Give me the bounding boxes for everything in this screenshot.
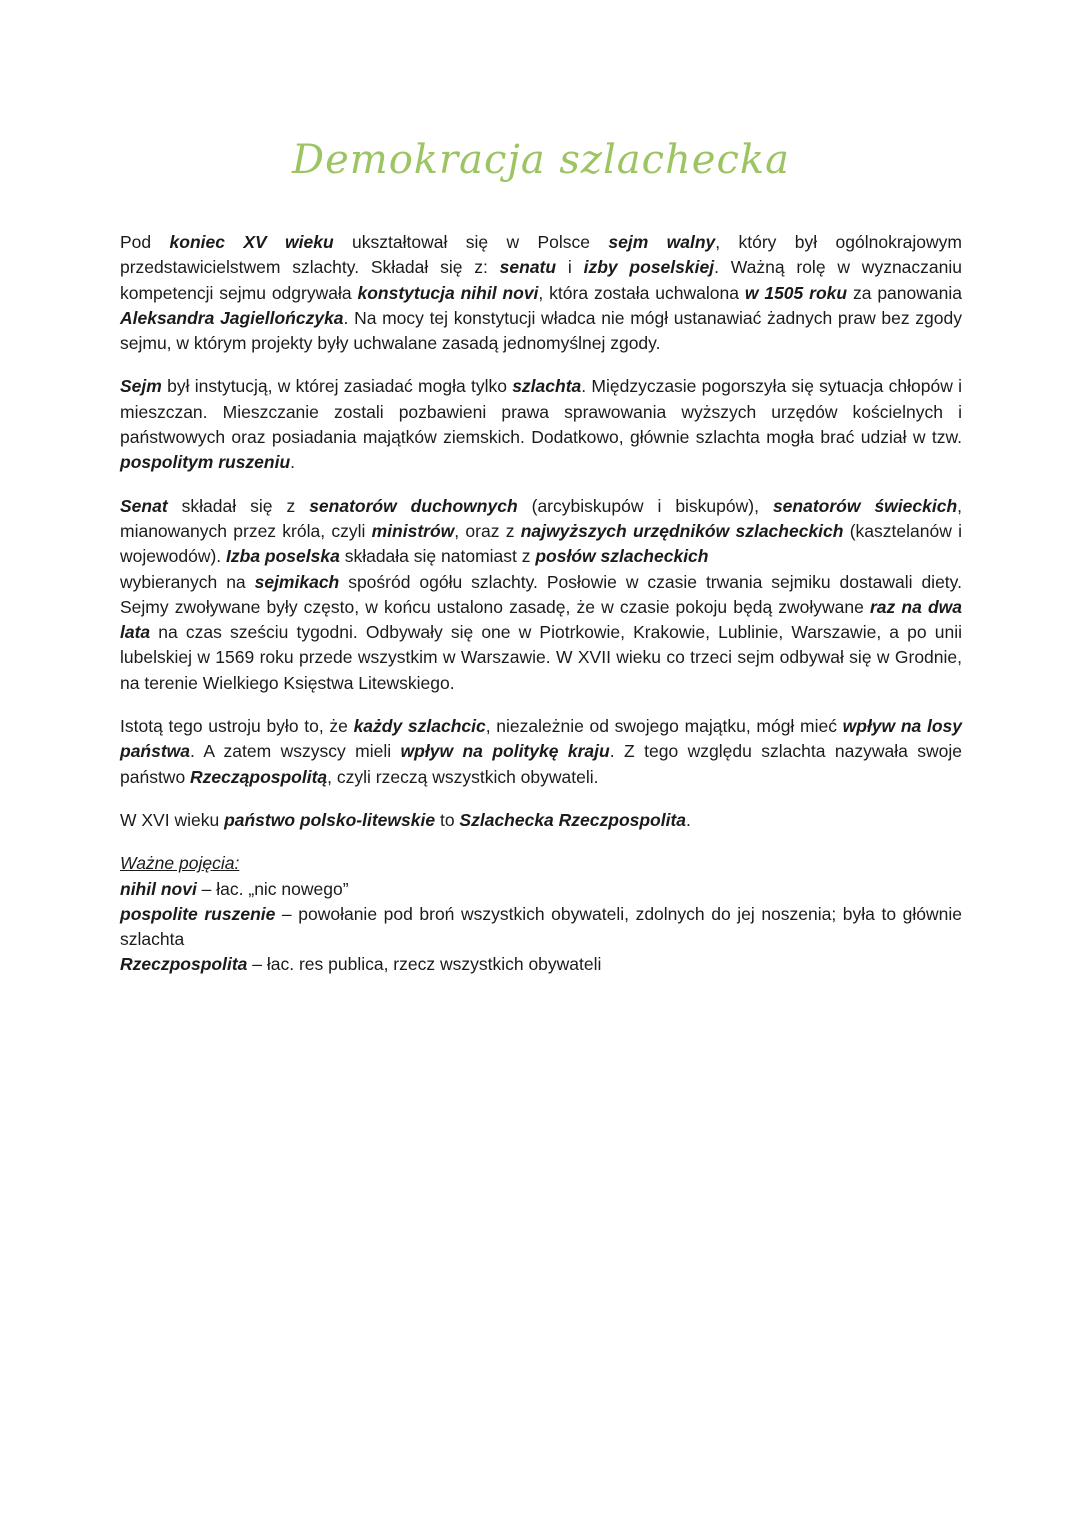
text-segment: . A zatem wszyscy mieli bbox=[190, 741, 401, 762]
text-segment: ukształtował się w Polsce bbox=[333, 232, 609, 252]
text-segment: szlachta bbox=[512, 376, 582, 397]
text-segment: . Na mocy tej konstytucji władca nie mógł ustanawiać żadnych praw bez zgody sejmu, w którym projekty były uchwalane zasadą jednomyślnej zgody. bbox=[120, 307, 962, 354]
text-segment: , oraz z bbox=[454, 520, 521, 541]
text-segment: . bbox=[686, 809, 691, 830]
glossary-entry-pospolite-ruszenie bbox=[120, 902, 962, 953]
text-segment: sejm walny bbox=[608, 232, 716, 252]
text-segment: , który był ogólnokrajowym przedstawicielstwem szlachty. Składał się z: bbox=[120, 232, 962, 278]
text-segment: . bbox=[290, 452, 296, 473]
text-segment: pospolitym ruszeniu bbox=[120, 452, 291, 473]
text-segment: , czyli rzeczą wszystkich obywateli. bbox=[327, 766, 599, 787]
text-segment: państwo polsko-litewskie bbox=[224, 809, 436, 830]
text-segment: i bbox=[556, 257, 584, 278]
text-segment: – powołanie pod broń wszystkich obywateli, zdolnych do jej noszenia; była to głównie szlachta bbox=[120, 903, 962, 950]
text-segment: to bbox=[435, 809, 460, 830]
text-segment: składała się natomiast z bbox=[339, 546, 536, 567]
text-segment: wybieranych na bbox=[120, 571, 255, 592]
text-segment: , niezależnie od swojego majątku, mógł mieć bbox=[485, 716, 843, 737]
glossary-entry-rzeczpospolita bbox=[120, 952, 962, 977]
paragraph-intro bbox=[120, 230, 962, 356]
text-segment: w 1505 roku bbox=[744, 282, 848, 303]
glossary-section bbox=[120, 851, 962, 977]
text-segment: spośród ogółu szlachty. Posłowie w czasie trwania sejmiku dostawali diety. Sejmy zwoływane były często, w końcu ustalono zasadę, że w czasie pokoju będą zwoływane bbox=[120, 571, 962, 617]
paragraph-istota bbox=[120, 714, 962, 790]
text-segment: posłów szlacheckich bbox=[535, 546, 709, 567]
text-segment: W XVI wieku bbox=[120, 809, 225, 830]
text-segment: senatorów świeckich bbox=[772, 495, 958, 516]
text-segment: Rzeczpospolita bbox=[120, 954, 248, 975]
paragraph-xvi-wiek bbox=[120, 808, 962, 833]
text-segment: . Z tego względu szlachta nazywała swoje państwo bbox=[120, 741, 962, 787]
text-segment: senatu bbox=[499, 257, 557, 278]
text-segment: (arcybiskupów i biskupów), bbox=[517, 495, 773, 516]
text-segment: konstytucja nihil novi bbox=[357, 282, 539, 303]
document-title: Demokracja szlachecka bbox=[292, 137, 790, 183]
text-segment: sejmikach bbox=[254, 571, 340, 592]
text-segment: , która została uchwalona bbox=[538, 282, 745, 303]
text-segment: . Ważną rolę w wyznaczaniu kompetencji sejmu odgrywała bbox=[120, 257, 962, 303]
text-segment: ministrów bbox=[371, 520, 455, 541]
text-segment: Aleksandra Jagiellończyka bbox=[120, 307, 344, 328]
text-segment: (kasztelanów i wojewodów). bbox=[120, 520, 962, 567]
text-segment: nihil novi bbox=[120, 878, 197, 899]
text-segment: senatorów duchownych bbox=[309, 495, 518, 516]
text-segment: Ważne pojęcia: bbox=[120, 853, 240, 874]
text-segment: Pod bbox=[120, 232, 170, 252]
text-segment: Sejm bbox=[120, 376, 162, 397]
text-segment: wpływ na politykę kraju bbox=[400, 741, 610, 762]
paragraph-senat bbox=[120, 494, 962, 696]
text-segment: Senat bbox=[120, 495, 168, 516]
text-segment: na czas sześciu tygodni. Odbywały się one w Piotrkowie, Krakowie, Lublinie, Warszawie, a po unii lubelskiej w 1569 roku przede wszystkim w Warszawie. W XVII wieku co trzeci sejm odbywał się w Grodnie, na terenie Wielkiego Księstwa Litewskiego. bbox=[120, 622, 962, 693]
text-segment: Istotą tego ustroju było to, że bbox=[120, 716, 354, 737]
text-segment: Izba poselska bbox=[226, 546, 340, 567]
text-segment: każdy szlachcic bbox=[353, 716, 486, 737]
text-segment: – łac. „nic nowego” bbox=[196, 878, 349, 899]
text-segment: , mianowanych przez króla, czyli bbox=[120, 495, 963, 541]
text-segment: za panowania bbox=[847, 282, 962, 303]
text-segment: raz na dwa lata bbox=[120, 596, 962, 643]
text-segment: był instytucją, w której zasiadać mogła tylko bbox=[161, 376, 513, 397]
text-segment: . Międzyczasie pogorszyła się sytuacja chłopów i mieszczan. Mieszczanie zostali pozbawieni prawa sprawowania wyższych urzędów kościelnych i państwowych oraz posiadania majątków ziemskich. Dodatkowo, głównie szlachta mogła brać udział w tzw. bbox=[120, 376, 962, 448]
text-segment: Szlachecka Rzeczpospolita bbox=[459, 809, 687, 830]
text-segment: najwyższych urzędników szlacheckich bbox=[520, 520, 844, 541]
glossary-heading bbox=[120, 851, 962, 876]
paragraph-sejm bbox=[120, 374, 962, 475]
glossary-entry-nihil-novi bbox=[120, 877, 962, 902]
text-segment: wpływ na losy państwa bbox=[120, 716, 962, 762]
text-segment: składał się z bbox=[167, 495, 310, 516]
text-segment: izby poselskiej bbox=[583, 257, 715, 278]
text-segment: – łac. res publica, rzecz wszystkich obywateli bbox=[247, 954, 602, 975]
text-segment: pospolite ruszenie bbox=[120, 903, 276, 924]
text-segment: Rzecząpospolitą bbox=[190, 766, 328, 787]
text-segment: koniec XV wieku bbox=[169, 232, 334, 252]
